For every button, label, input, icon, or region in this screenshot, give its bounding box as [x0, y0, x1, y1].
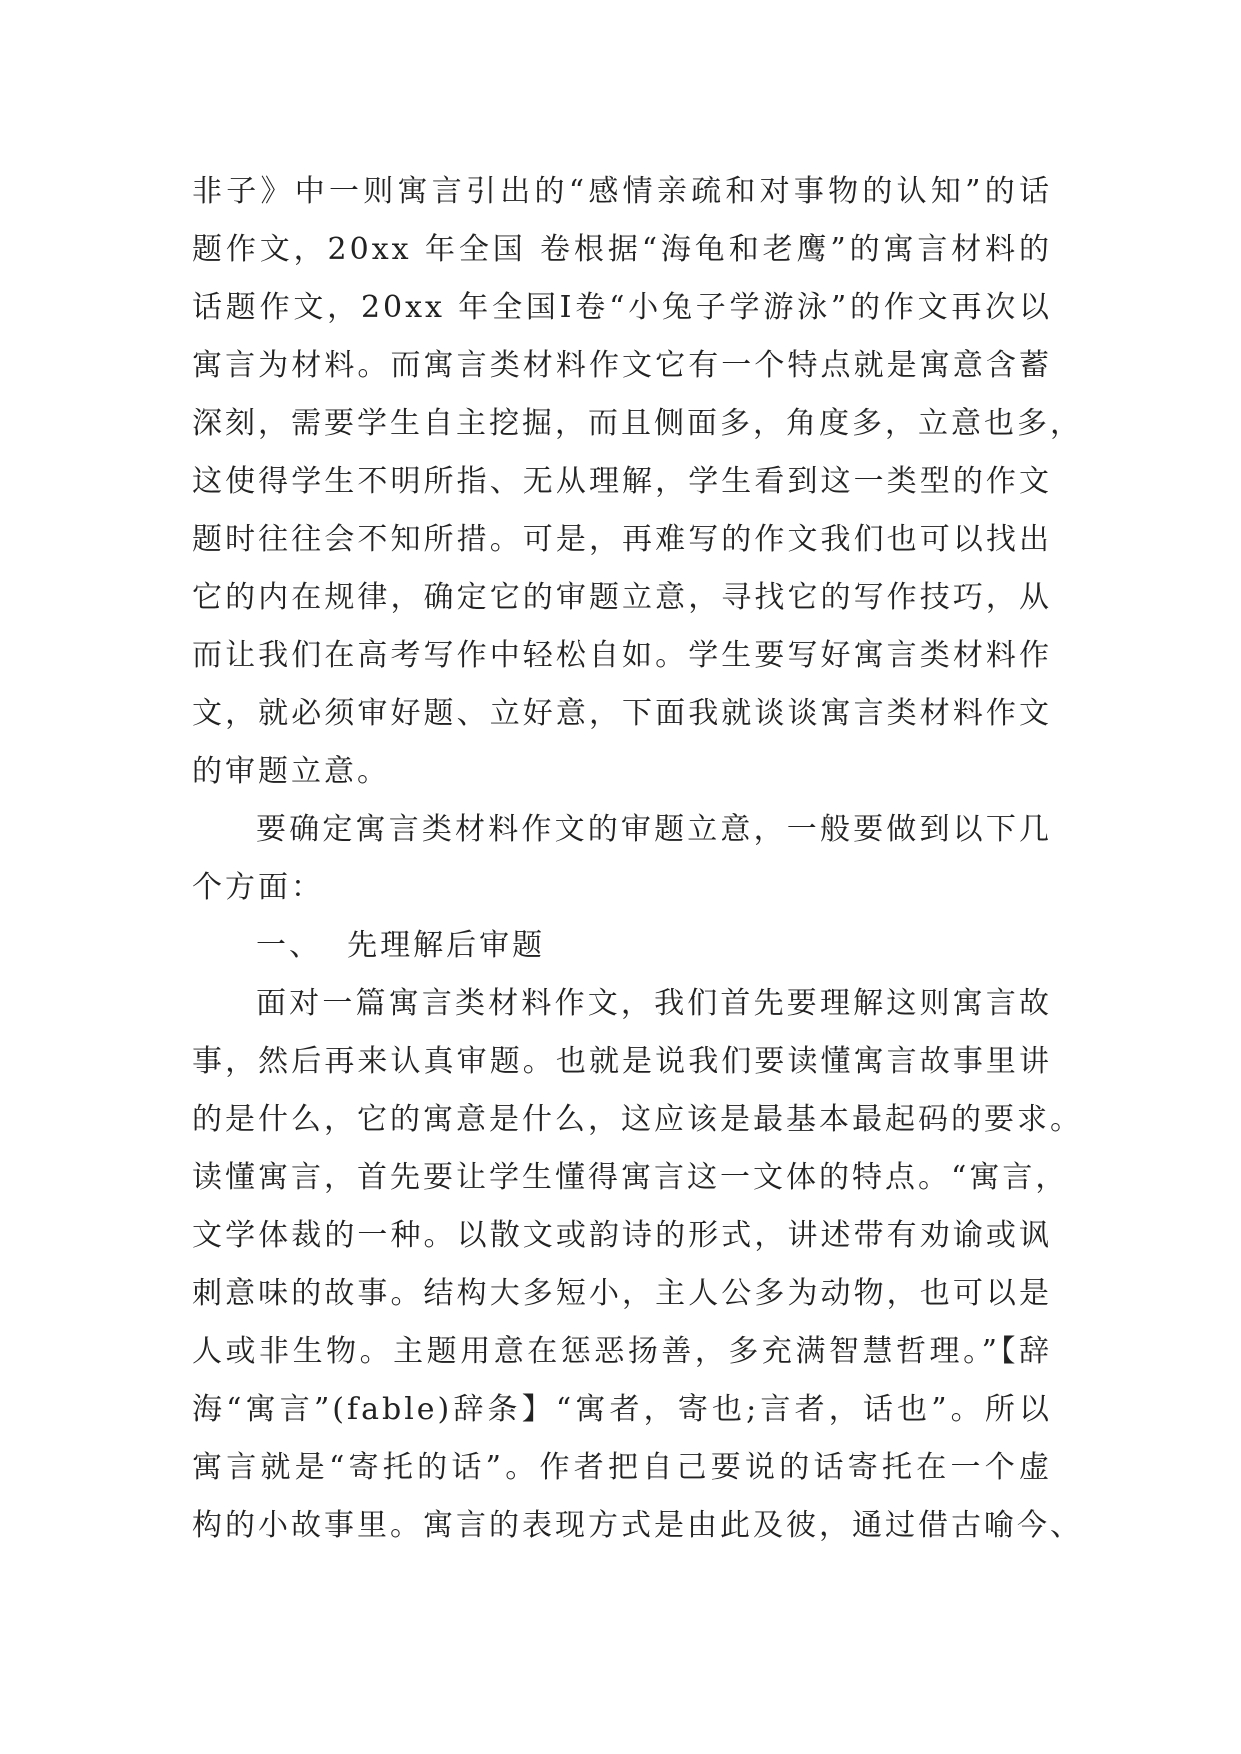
text-line: 事，然后再来认真审题。也就是说我们要读懂寓言故事里讲 [192, 1044, 1052, 1079]
text-line: 人或非生物。主题用意在惩恶扬善，多充满智慧哲理。”【辞 [192, 1334, 1052, 1369]
text-line: 的是什么，它的寓意是什么，这应该是最基本最起码的要求。 [192, 1102, 1083, 1137]
text-line: 面对一篇寓言类材料作文，我们首先要理解这则寓言故 [256, 986, 1052, 1021]
text-line: 文，就必须审好题、立好意，下面我就谈谈寓言类材料作文 [192, 696, 1052, 731]
text-line: 刺意味的故事。结构大多短小，主人公多为动物，也可以是 [192, 1276, 1052, 1311]
text-line: 而让我们在高考写作中轻松自如。学生要写好寓言类材料作 [192, 638, 1052, 673]
text-line: 构的小故事里。寓言的表现方式是由此及彼，通过借古喻今、 [192, 1508, 1083, 1543]
text-line: 题作文，20xx 年全国 卷根据“海龟和老鹰”的寓言材料的 [192, 232, 1052, 267]
section-heading: 一、 先理解后审题 [256, 928, 546, 963]
text-line: 寓言为材料。而寓言类材料作文它有一个特点就是寓意含蓄 [192, 348, 1052, 383]
text-line: 读懂寓言，首先要让学生懂得寓言这一文体的特点。“寓言， [192, 1160, 1069, 1195]
text-line: 的审题立意。 [192, 754, 390, 789]
text-line: 它的内在规律，确定它的审题立意，寻找它的写作技巧，从 [192, 580, 1052, 615]
text-line: 题时往往会不知所措。可是，再难写的作文我们也可以找出 [192, 522, 1052, 557]
text-line: 寓言就是“寄托的话”。作者把自己要说的话寄托在一个虚 [192, 1450, 1052, 1485]
text-line: 个方面： [192, 870, 324, 905]
text-line: 非子》中一则寓言引出的“感情亲疏和对事物的认知”的话 [192, 174, 1052, 209]
text-line: 话题作文，20xx 年全国Ⅰ卷“小兔子学游泳”的作文再次以 [192, 290, 1052, 325]
document-body [192, 163, 1083, 1555]
text-line: 海“寓言”(fable)辞条】“寓者，寄也;言者，话也”。所以 [192, 1392, 1052, 1427]
text-line: 要确定寓言类材料作文的审题立意，一般要做到以下几 [256, 812, 1052, 847]
text-line: 文学体裁的一种。以散文或韵诗的形式，讲述带有劝谕或讽 [192, 1218, 1052, 1253]
text-line: 深刻，需要学生自主挖掘，而且侧面多，角度多，立意也多， [192, 406, 1083, 441]
text-line: 这使得学生不明所指、无从理解，学生看到这一类型的作文 [192, 464, 1052, 499]
